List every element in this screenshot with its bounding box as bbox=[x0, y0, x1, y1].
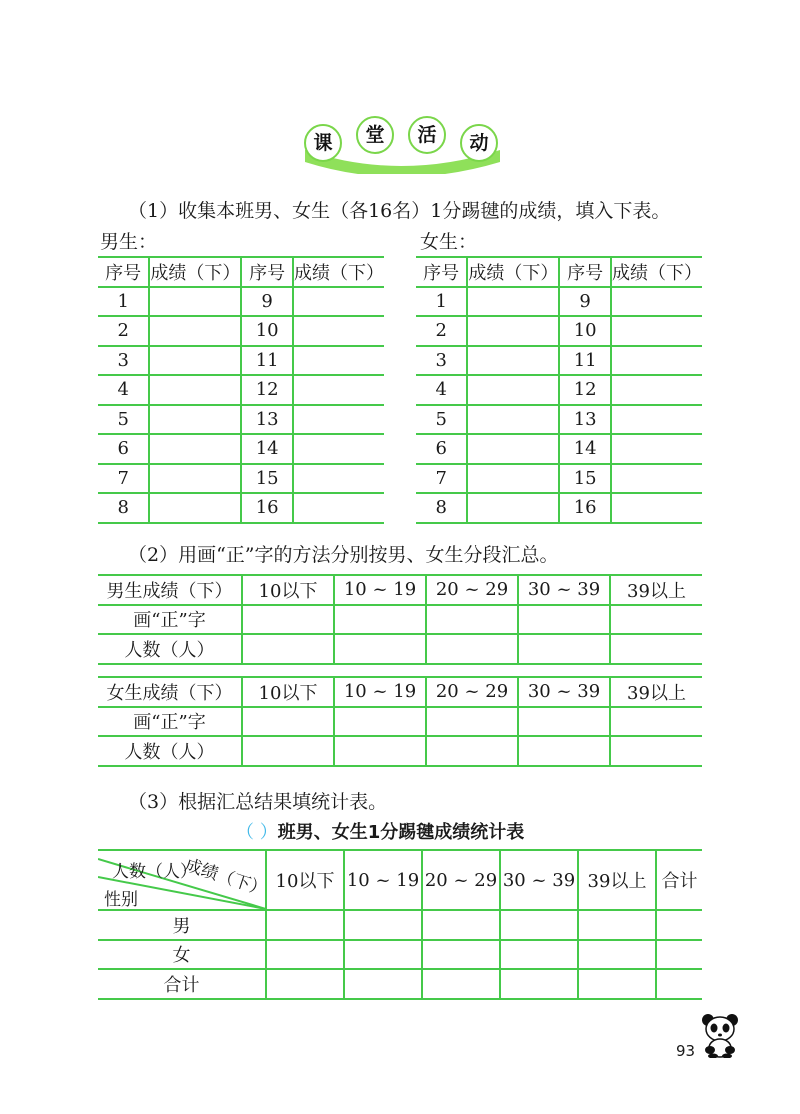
score-blank-cell[interactable] bbox=[611, 434, 702, 464]
section3-instruction: （3）根据汇总结果填统计表。 bbox=[128, 791, 388, 813]
stats-blank-cell[interactable] bbox=[266, 969, 344, 999]
table-row bbox=[416, 464, 702, 494]
serial-number-cell: 15 bbox=[241, 464, 293, 494]
serial-number-cell: 16 bbox=[559, 493, 611, 523]
stats-column-header: 30 ~ 39 bbox=[500, 850, 578, 910]
table-row bbox=[416, 346, 702, 376]
score-blank-cell[interactable] bbox=[149, 346, 241, 376]
serial-number-cell: 8 bbox=[98, 493, 149, 523]
score-blank-cell[interactable] bbox=[467, 493, 559, 523]
stats-table-title bbox=[236, 818, 524, 844]
serial-number-cell: 7 bbox=[416, 464, 467, 494]
score-blank-cell[interactable] bbox=[149, 287, 241, 317]
score-blank-cell[interactable] bbox=[149, 375, 241, 405]
serial-number-cell: 6 bbox=[98, 434, 149, 464]
score-blank-cell[interactable] bbox=[611, 346, 702, 376]
gender-label-cell: 合计 bbox=[98, 969, 266, 999]
tally-blank-cell[interactable] bbox=[518, 605, 610, 635]
tally-blank-cell[interactable] bbox=[610, 605, 702, 635]
header-cell: 成绩（下） bbox=[611, 257, 702, 287]
score-blank-cell[interactable] bbox=[293, 316, 384, 346]
score-blank-cell[interactable] bbox=[149, 316, 241, 346]
tally-blank-cell[interactable] bbox=[426, 707, 518, 737]
banner-char-1: 课 bbox=[304, 124, 342, 162]
girls-score-table bbox=[416, 256, 702, 524]
tally-blank-cell[interactable] bbox=[610, 736, 702, 766]
score-range-header: 20 ~ 29 bbox=[426, 575, 518, 605]
tally-blank-cell[interactable] bbox=[426, 736, 518, 766]
table-row bbox=[98, 346, 384, 376]
table-row bbox=[98, 405, 384, 435]
header-cell: 序号 bbox=[416, 257, 467, 287]
header-cell: 成绩（下） bbox=[149, 257, 241, 287]
stats-column-header: 10以下 bbox=[266, 850, 344, 910]
serial-number-cell: 5 bbox=[416, 405, 467, 435]
serial-number-cell: 3 bbox=[98, 346, 149, 376]
panda-icon bbox=[700, 1012, 740, 1058]
score-blank-cell[interactable] bbox=[149, 405, 241, 435]
table-row bbox=[98, 969, 702, 999]
stats-column-header: 合计 bbox=[656, 850, 702, 910]
gender-label-cell: 女 bbox=[98, 940, 266, 970]
stats-blank-cell[interactable] bbox=[656, 910, 702, 940]
score-blank-cell[interactable] bbox=[467, 434, 559, 464]
row-header-cell: 男生成绩（下） bbox=[98, 575, 242, 605]
stats-blank-cell[interactable] bbox=[266, 940, 344, 970]
tally-blank-cell[interactable] bbox=[610, 634, 702, 664]
serial-number-cell: 5 bbox=[98, 405, 149, 435]
score-blank-cell[interactable] bbox=[293, 346, 384, 376]
serial-number-cell: 6 bbox=[416, 434, 467, 464]
serial-number-cell: 1 bbox=[416, 287, 467, 317]
serial-number-cell: 13 bbox=[241, 405, 293, 435]
score-blank-cell[interactable] bbox=[149, 464, 241, 494]
score-range-header: 39以上 bbox=[610, 575, 702, 605]
stats-blank-cell[interactable] bbox=[422, 969, 500, 999]
serial-number-cell: 1 bbox=[98, 287, 149, 317]
score-range-header: 39以上 bbox=[610, 677, 702, 707]
gender-label-cell: 男 bbox=[98, 910, 266, 940]
serial-number-cell: 10 bbox=[241, 316, 293, 346]
stats-blank-cell[interactable] bbox=[422, 940, 500, 970]
serial-number-cell: 7 bbox=[98, 464, 149, 494]
table-row bbox=[98, 605, 702, 635]
header-cell: 成绩（下） bbox=[467, 257, 559, 287]
corner-score-label: 成绩（下） bbox=[182, 855, 270, 901]
score-blank-cell[interactable] bbox=[611, 316, 702, 346]
score-range-header: 10以下 bbox=[242, 677, 334, 707]
stats-blank-cell[interactable] bbox=[500, 910, 578, 940]
stats-corner-cell bbox=[98, 850, 270, 910]
tally-blank-cell[interactable] bbox=[242, 605, 334, 635]
stats-blank-cell[interactable] bbox=[422, 910, 500, 940]
tally-blank-cell[interactable] bbox=[518, 634, 610, 664]
serial-number-cell: 4 bbox=[98, 375, 149, 405]
serial-number-cell: 11 bbox=[559, 346, 611, 376]
score-range-header: 10 ~ 19 bbox=[334, 677, 426, 707]
serial-number-cell: 14 bbox=[241, 434, 293, 464]
banner-char-4: 动 bbox=[460, 124, 498, 162]
tally-blank-cell[interactable] bbox=[518, 736, 610, 766]
tally-blank-cell[interactable] bbox=[610, 707, 702, 737]
stats-blank-cell[interactable] bbox=[656, 940, 702, 970]
serial-number-cell: 9 bbox=[241, 287, 293, 317]
stats-table bbox=[98, 849, 702, 1000]
score-blank-cell[interactable] bbox=[149, 434, 241, 464]
corner-people-label: 人数（人） bbox=[112, 862, 197, 882]
section1-instruction: （1）收集本班男、女生（各16名）1分踢毽的成绩，填入下表。 bbox=[128, 200, 671, 222]
score-blank-cell[interactable] bbox=[467, 464, 559, 494]
table-row bbox=[98, 464, 384, 494]
row-label-cell: 人数（人） bbox=[98, 634, 242, 664]
score-blank-cell[interactable] bbox=[467, 405, 559, 435]
serial-number-cell: 14 bbox=[559, 434, 611, 464]
serial-number-cell: 12 bbox=[559, 375, 611, 405]
serial-number-cell: 9 bbox=[559, 287, 611, 317]
banner-char-3: 活 bbox=[408, 116, 446, 154]
table-row bbox=[416, 434, 702, 464]
stats-blank-cell[interactable] bbox=[500, 969, 578, 999]
score-blank-cell[interactable] bbox=[467, 287, 559, 317]
score-blank-cell[interactable] bbox=[293, 375, 384, 405]
serial-number-cell: 2 bbox=[416, 316, 467, 346]
stats-blank-cell[interactable] bbox=[266, 910, 344, 940]
serial-number-cell: 3 bbox=[416, 346, 467, 376]
table-row bbox=[98, 707, 702, 737]
class-blank: （ ） bbox=[236, 822, 278, 843]
stats-blank-cell[interactable] bbox=[344, 940, 422, 970]
row-label-cell: 人数（人） bbox=[98, 736, 242, 766]
tally-blank-cell[interactable] bbox=[334, 707, 426, 737]
stats-blank-cell[interactable] bbox=[578, 940, 656, 970]
score-blank-cell[interactable] bbox=[293, 287, 384, 317]
tally-blank-cell[interactable] bbox=[334, 605, 426, 635]
boys-tally-table bbox=[98, 574, 702, 665]
corner-gender-label: 性别 bbox=[104, 890, 138, 910]
stats-blank-cell[interactable] bbox=[656, 969, 702, 999]
stats-blank-cell[interactable] bbox=[344, 969, 422, 999]
serial-number-cell: 15 bbox=[559, 464, 611, 494]
serial-number-cell: 11 bbox=[241, 346, 293, 376]
row-header-cell: 女生成绩（下） bbox=[98, 677, 242, 707]
girls-label: 女生： bbox=[420, 231, 478, 253]
table-row bbox=[416, 493, 702, 523]
tally-blank-cell[interactable] bbox=[426, 634, 518, 664]
score-blank-cell[interactable] bbox=[467, 375, 559, 405]
banner-char-2: 堂 bbox=[356, 116, 394, 154]
boys-score-table bbox=[98, 256, 384, 524]
header-cell: 序号 bbox=[559, 257, 611, 287]
page-number: 93 bbox=[676, 1042, 696, 1060]
tally-blank-cell[interactable] bbox=[242, 634, 334, 664]
table-row bbox=[98, 287, 384, 317]
score-blank-cell[interactable] bbox=[611, 375, 702, 405]
tally-blank-cell[interactable] bbox=[426, 605, 518, 635]
row-label-cell: 画“正”字 bbox=[98, 605, 242, 635]
stats-column-header: 10 ~ 19 bbox=[344, 850, 422, 910]
tally-blank-cell[interactable] bbox=[334, 736, 426, 766]
score-range-header: 10 ~ 19 bbox=[334, 575, 426, 605]
serial-number-cell: 16 bbox=[241, 493, 293, 523]
tally-blank-cell[interactable] bbox=[242, 707, 334, 737]
score-blank-cell[interactable] bbox=[149, 493, 241, 523]
serial-number-cell: 10 bbox=[559, 316, 611, 346]
boys-label: 男生： bbox=[100, 231, 158, 253]
table-row bbox=[416, 287, 702, 317]
table-row bbox=[98, 940, 702, 970]
table-row bbox=[98, 375, 384, 405]
table-row bbox=[98, 736, 702, 766]
serial-number-cell: 4 bbox=[416, 375, 467, 405]
score-range-header: 20 ~ 29 bbox=[426, 677, 518, 707]
table-row bbox=[98, 493, 384, 523]
score-range-header: 30 ~ 39 bbox=[518, 575, 610, 605]
score-blank-cell[interactable] bbox=[467, 316, 559, 346]
stats-column-header: 20 ~ 29 bbox=[422, 850, 500, 910]
stats-blank-cell[interactable] bbox=[344, 910, 422, 940]
score-blank-cell[interactable] bbox=[611, 464, 702, 494]
score-blank-cell[interactable] bbox=[293, 493, 384, 523]
header-cell: 序号 bbox=[241, 257, 293, 287]
header-cell: 序号 bbox=[98, 257, 149, 287]
row-label-cell: 画“正”字 bbox=[98, 707, 242, 737]
serial-number-cell: 2 bbox=[98, 316, 149, 346]
table-row bbox=[98, 434, 384, 464]
table-row bbox=[416, 316, 702, 346]
score-blank-cell[interactable] bbox=[611, 493, 702, 523]
header-cell: 成绩（下） bbox=[293, 257, 384, 287]
stats-column-header: 39以上 bbox=[578, 850, 656, 910]
serial-number-cell: 12 bbox=[241, 375, 293, 405]
serial-number-cell: 13 bbox=[559, 405, 611, 435]
stats-title-text: 班男、女生1分踢毽成绩统计表 bbox=[277, 822, 525, 843]
stats-blank-cell[interactable] bbox=[578, 969, 656, 999]
tally-blank-cell[interactable] bbox=[518, 707, 610, 737]
stats-blank-cell[interactable] bbox=[578, 910, 656, 940]
table-row bbox=[98, 634, 702, 664]
activity-banner bbox=[300, 112, 505, 174]
serial-number-cell: 8 bbox=[416, 493, 467, 523]
score-blank-cell[interactable] bbox=[293, 464, 384, 494]
section2-instruction: （2）用画“正”字的方法分别按男、女生分段汇总。 bbox=[128, 544, 559, 566]
score-blank-cell[interactable] bbox=[293, 405, 384, 435]
table-row bbox=[416, 375, 702, 405]
girls-tally-table bbox=[98, 676, 702, 767]
score-range-header: 30 ~ 39 bbox=[518, 677, 610, 707]
score-blank-cell[interactable] bbox=[611, 287, 702, 317]
tally-blank-cell[interactable] bbox=[334, 634, 426, 664]
table-row bbox=[98, 910, 702, 940]
score-blank-cell[interactable] bbox=[293, 434, 384, 464]
score-blank-cell[interactable] bbox=[611, 405, 702, 435]
tally-blank-cell[interactable] bbox=[242, 736, 334, 766]
score-blank-cell[interactable] bbox=[467, 346, 559, 376]
table-row bbox=[98, 316, 384, 346]
table-row bbox=[416, 405, 702, 435]
stats-blank-cell[interactable] bbox=[500, 940, 578, 970]
score-range-header: 10以下 bbox=[242, 575, 334, 605]
